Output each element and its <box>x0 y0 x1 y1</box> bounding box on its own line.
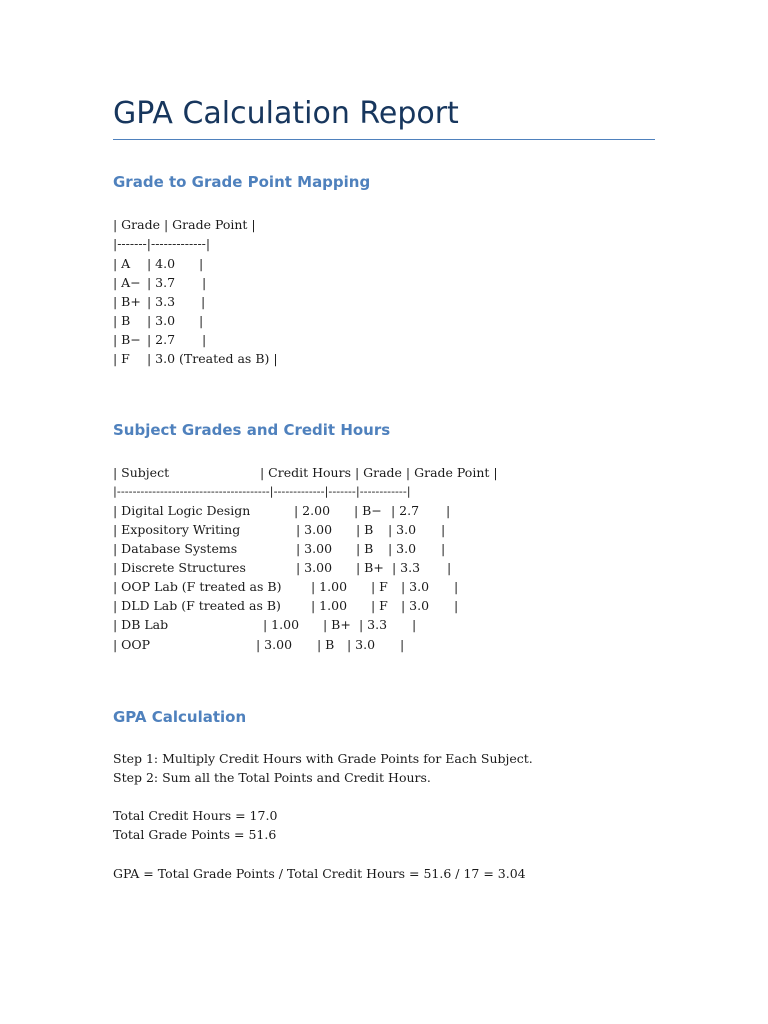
subject-grade: | F <box>371 598 388 613</box>
mapping-row-end: | <box>199 313 204 328</box>
subject-grade: | B+ <box>323 617 351 632</box>
subject-grade-point: | 3.0 <box>401 598 430 613</box>
mapping-grade: | B+ <box>113 294 141 309</box>
mapping-point: | 3.0 (Treated as B) | <box>147 351 278 366</box>
mapping-row-end: | <box>199 256 204 271</box>
mapping-row-end: | <box>201 294 206 309</box>
calculation-step-2: Step 2: Sum all the Total Points and Credit Hours. <box>113 770 431 785</box>
mapping-point: | 3.0 <box>147 313 176 328</box>
subject-row-end: | <box>446 503 451 518</box>
subject-grade-point: | 3.0 <box>388 541 417 556</box>
mapping-grade: | A <box>113 256 131 271</box>
subject-grade: | B+ <box>356 560 384 575</box>
subject-grade: | B− <box>354 503 382 518</box>
mapping-row-end: | <box>202 332 207 347</box>
mapping-point: | 3.3 <box>147 294 176 309</box>
subject-grade: | F <box>371 579 388 594</box>
mapping-row <box>113 292 205 311</box>
mapping-row <box>113 273 206 292</box>
mapping-grade: | B <box>113 313 131 328</box>
section-heading-gpa-calculation: GPA Calculation <box>113 708 247 726</box>
subject-credit-hours: | 2.00 <box>294 503 331 518</box>
subject-credit-hours: | 3.00 <box>296 522 333 537</box>
subject-name: | Digital Logic Design <box>113 503 251 518</box>
subject-grade: | B <box>356 522 374 537</box>
subject-row <box>113 577 458 596</box>
subject-name: | OOP Lab (F treated as B) <box>113 579 282 594</box>
subject-row <box>113 539 445 558</box>
subject-row-end: | <box>441 541 446 556</box>
mapping-table-separator: |-------|-------------| <box>113 236 211 251</box>
subject-row <box>113 615 416 634</box>
mapping-row <box>113 330 206 349</box>
subject-row <box>113 558 451 577</box>
subject-row-end: | <box>454 598 459 613</box>
mapping-row <box>113 349 278 368</box>
subject-credit-hours: | 1.00 <box>263 617 300 632</box>
subjects-header-rest: | Credit Hours | Grade | Grade Point | <box>260 465 498 480</box>
subjects-table-header <box>113 463 498 482</box>
mapping-grade: | A− <box>113 275 141 290</box>
mapping-row <box>113 311 203 330</box>
subject-name: | Expository Writing <box>113 522 241 537</box>
mapping-row <box>113 254 203 273</box>
subject-grade-point: | 3.3 <box>359 617 388 632</box>
section-heading-subjects: Subject Grades and Credit Hours <box>113 421 391 439</box>
subject-name: | Discrete Structures <box>113 560 246 575</box>
calculation-step-1: Step 1: Multiply Credit Hours with Grade Points for Each Subject. <box>113 751 533 766</box>
subject-credit-hours: | 1.00 <box>311 579 348 594</box>
mapping-table-header: | Grade | Grade Point | <box>113 217 256 232</box>
subject-grade-point: | 3.0 <box>401 579 430 594</box>
section-heading-grade-mapping: Grade to Grade Point Mapping <box>113 173 371 191</box>
subject-grade-point: | 3.3 <box>392 560 421 575</box>
subject-name: | Database Systems <box>113 541 238 556</box>
subject-row-end: | <box>454 579 459 594</box>
subject-row-end: | <box>400 637 405 652</box>
subject-grade-point: | 3.0 <box>388 522 417 537</box>
subject-row-end: | <box>441 522 446 537</box>
subject-credit-hours: | 1.00 <box>311 598 348 613</box>
subject-credit-hours: | 3.00 <box>256 637 293 652</box>
subject-row-end: | <box>412 617 417 632</box>
subject-row <box>113 501 450 520</box>
subject-credit-hours: | 3.00 <box>296 560 333 575</box>
mapping-point: | 2.7 <box>147 332 176 347</box>
subject-grade: | B <box>317 637 335 652</box>
title-underline <box>113 139 655 140</box>
subject-name: | DB Lab <box>113 617 169 632</box>
subject-row <box>113 635 404 654</box>
subjects-header-subject: | Subject <box>113 465 170 480</box>
mapping-point: | 3.7 <box>147 275 176 290</box>
total-credit-hours: Total Credit Hours = 17.0 <box>113 808 278 823</box>
subject-credit-hours: | 3.00 <box>296 541 333 556</box>
mapping-grade: | B− <box>113 332 141 347</box>
subject-row <box>113 596 458 615</box>
subject-row <box>113 520 445 539</box>
subject-name: | OOP <box>113 637 151 652</box>
mapping-grade: | F <box>113 351 130 366</box>
subject-row-end: | <box>447 560 452 575</box>
subject-grade: | B <box>356 541 374 556</box>
mapping-point: | 4.0 <box>147 256 176 271</box>
mapping-row-end: | <box>202 275 207 290</box>
subject-grade-point: | 3.0 <box>347 637 376 652</box>
gpa-result: GPA = Total Grade Points / Total Credit Hours = 51.6 / 17 = 3.04 <box>113 866 526 881</box>
page-title: GPA Calculation Report <box>113 96 459 131</box>
subject-grade-point: | 2.7 <box>391 503 420 518</box>
total-grade-points: Total Grade Points = 51.6 <box>113 827 277 842</box>
subjects-table-separator: |---------------------------------------|-------------|-------|------------| <box>113 484 411 498</box>
subject-name: | DLD Lab (F treated as B) <box>113 598 281 613</box>
